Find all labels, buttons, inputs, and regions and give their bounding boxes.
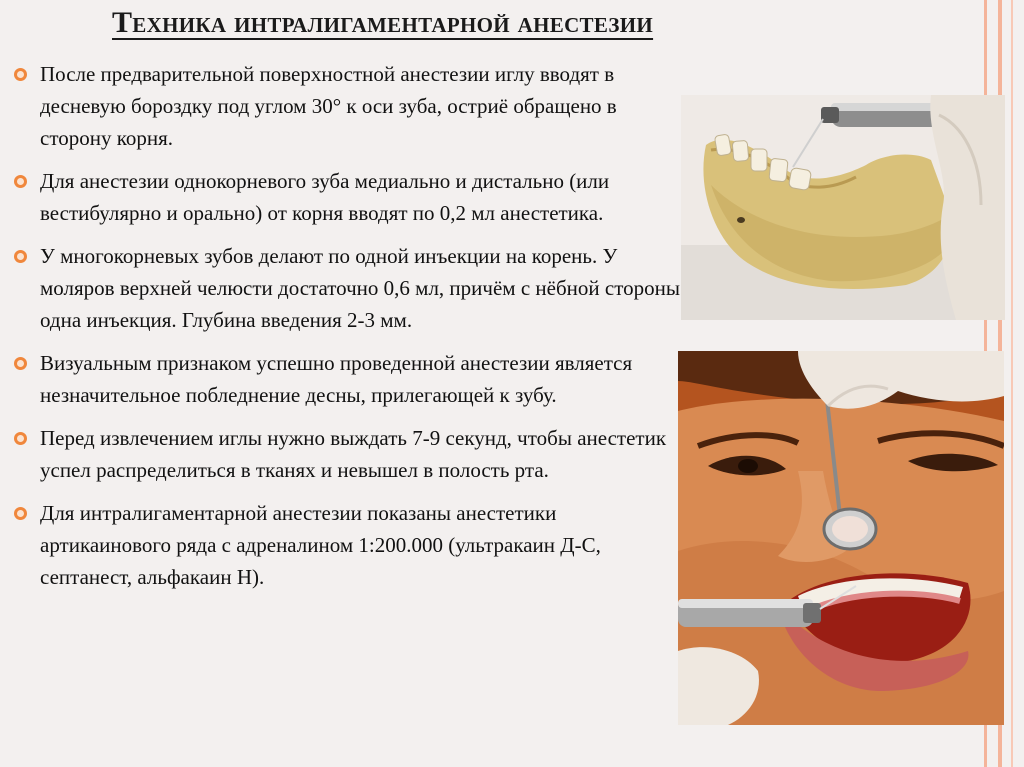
bullet-marker-icon <box>14 507 27 520</box>
bullet-item <box>14 165 682 229</box>
bullet-list <box>14 58 682 604</box>
jaw-model-illustration <box>681 95 1005 320</box>
bullet-text: После предварительной поверхностной анестезии иглу вводят в десневую бороздку под углом 30° к оси зуба, остриё обращено в сторону корня. <box>40 62 617 150</box>
bullet-marker-icon <box>14 250 27 263</box>
bullet-item <box>14 422 682 486</box>
bullet-item <box>14 58 682 154</box>
patient-illustration <box>678 351 1004 725</box>
bullet-text: Перед извлечением иглы нужно выждать 7-9 секунд, чтобы анестетик успел распределиться в тканях и невышел в полость рта. <box>40 426 667 482</box>
bullet-text: Визуальным признаком успешно проведенной анестезии является незначительное побледнение десны, прилегающей к зубу. <box>40 351 633 407</box>
bullet-item <box>14 347 682 411</box>
bullet-text: У многокорневых зубов делают по одной инъекции на корень. У моляров верхней челюсти достаточно 0,6 мл, причём с нёбной стороны одна инъекция. Глубина введения 2-3 мм. <box>40 244 680 332</box>
bullet-marker-icon <box>14 175 27 188</box>
bullet-item <box>14 497 682 593</box>
decorative-stripe <box>1011 0 1013 767</box>
bullet-marker-icon <box>14 432 27 445</box>
bullet-text: Для интралигаментарной анестезии показаны анестетики артикаинового ряда с адреналином 1:200.000 (ультракаин Д-С, септанест, альфакаин Н). <box>40 501 601 589</box>
bullet-text: Для анестезии однокорневого зуба медиально и дистально (или вестибулярно и орально) от корня вводят по 0,2 мл анестетика. <box>40 169 610 225</box>
jaw-model-photo <box>681 95 1005 320</box>
bullet-item <box>14 240 682 336</box>
bullet-marker-icon <box>14 357 27 370</box>
slide-title: Техника интралигаментарной анестезии <box>112 6 654 39</box>
bullet-marker-icon <box>14 68 27 81</box>
patient-injection-photo <box>678 351 1004 725</box>
